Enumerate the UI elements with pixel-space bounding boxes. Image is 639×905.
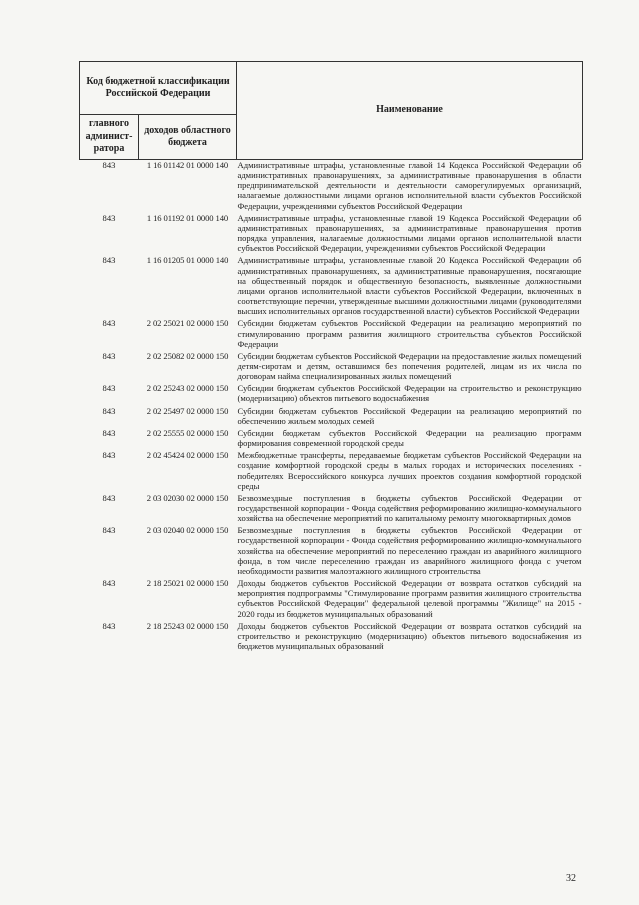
income-code-cell: 2 02 25243 02 0000 150 [146, 383, 229, 394]
name-cell: Межбюджетные трансферты, передаваемые бюджетам субъектов Российской Федерации на создание комфортной городской среды в малых городах и исторических поселениях - победителях Всероссийского конкурса лучших проектов создания комфортной городской среды [237, 450, 582, 491]
name-cell: Безвозмездные поступления в бюджеты субъектов Российской Федерации от государственной корпорации - Фонда содействия реформированию жилищно-коммунального хозяйства на обеспечение мероприятий по переселению граждан из аварийного жилищного фонда, в том числе переселению граждан из аварийного жилищного фонда с учетом необходимости развития малоэтажного жилищного строительства [237, 525, 582, 576]
admin-code-cell: 843 [102, 405, 116, 416]
income-code-cell: 2 02 25555 02 0000 150 [146, 427, 229, 438]
table-row [80, 578, 583, 621]
income-code-cell: 2 02 25021 02 0000 150 [146, 318, 229, 329]
table-body [80, 160, 583, 654]
admin-code-cell: 843 [102, 620, 116, 631]
name-cell: Субсидии бюджетам субъектов Российской Федерации на реализацию мероприятий по обеспечению жильем молодых семей [237, 405, 582, 426]
income-code-cell: 2 02 45424 02 0000 150 [146, 450, 229, 461]
income-code-cell: 2 18 25021 02 0000 150 [146, 578, 229, 589]
admin-code-cell: 843 [102, 492, 116, 503]
table-row [80, 383, 583, 405]
name-cell: Субсидии бюджетам субъектов Российской Федерации на реализацию мероприятий по стимулированию программ развития жилищного строительства субъектов Российской Федерации [237, 318, 582, 349]
admin-code-cell: 843 [102, 383, 116, 394]
header-name: Наименование [237, 62, 583, 160]
income-code-cell: 2 02 25497 02 0000 150 [146, 405, 229, 416]
table-row [80, 525, 583, 578]
admin-code-cell: 843 [102, 350, 116, 361]
income-code-cell: 2 03 02030 02 0000 150 [146, 492, 229, 503]
table-row [80, 621, 583, 653]
table-row [80, 213, 583, 256]
table-row [80, 160, 583, 213]
table-row [80, 450, 583, 493]
table-row [80, 318, 583, 350]
admin-code-cell: 843 [102, 525, 116, 536]
name-cell: Доходы бюджетов субъектов Российской Федерации от возврата остатков субсидий на мероприятия подпрограммы "Стимулирование программ развития жилищного строительства субъектов Российской Федерации" федеральной целевой программы "Жилище" на 2015 - 2020 годы из бюджетов муниципальных образований [237, 578, 582, 619]
budget-classification-table [79, 61, 583, 653]
name-cell: Субсидии бюджетам субъектов Российской Федерации на реализацию программ формирования современной городской среды [237, 427, 582, 449]
income-code-cell: 1 16 01142 01 0000 140 [146, 160, 229, 170]
table-row [80, 406, 583, 428]
admin-code-cell: 843 [102, 318, 116, 329]
header-admin: главного админист-ратора [80, 115, 139, 160]
income-code-cell: 1 16 01192 01 0000 140 [146, 212, 229, 223]
name-cell: Безвозмездные поступления в бюджеты субъектов Российской Федерации от государственной корпорации - Фонда содействия реформированию жилищно-коммунального хозяйства на обеспечение мероприятий по капитальному ремонту многоквартирных домов [237, 492, 582, 524]
admin-code-cell: 843 [102, 255, 116, 266]
name-cell: Административные штрафы, установленные главой 19 Кодекса Российской Федерации об административных правонарушениях, за административные правонарушения против порядка управления, налагаемые должностными лицами органов исполнительной власти субъектов Российской Федерации, учреждениями субъектов Российской Федерации [237, 212, 582, 254]
table-row [80, 428, 583, 450]
income-code-cell: 2 18 25243 02 0000 150 [146, 620, 229, 631]
admin-code-cell: 843 [102, 160, 116, 170]
name-cell: Субсидии бюджетам субъектов Российской Федерации на предоставление жилых помещений детям-сиротам и детям, оставшимся без попечения родителей, лицам из их числа по договорам найма специализированных жилых помещений [237, 350, 582, 382]
admin-code-cell: 843 [102, 427, 116, 438]
table-row [80, 493, 583, 525]
name-cell: Административные штрафы, установленные главой 20 Кодекса Российской Федерации об административных правонарушениях, за административные правонарушения, посягающие на общественный порядок и общественную безопасность, выявленные должностными лицами органов исполнительной власти субъектов Российской Федерации, включенных в соответствующие перечни, утвержденные высшими должностными лицами (руководителями высших исполнительных органов государственной власти) субъектов Российской Федерации [237, 255, 582, 317]
admin-code-cell: 843 [102, 450, 116, 461]
income-code-cell: 1 16 01205 01 0000 140 [146, 255, 229, 266]
header-group-title: Код бюджетной классификации Российской Федерации [80, 62, 237, 115]
income-code-cell: 2 02 25082 02 0000 150 [146, 350, 229, 361]
admin-code-cell: 843 [102, 578, 116, 589]
name-cell: Административные штрафы, установленные главой 14 Кодекса Российской Федерации об административных правонарушениях, за административные правонарушения в области предпринимательской деятельности и деятельности саморегулируемых организаций, налагаемые должностными лицами органов исполнительной власти субъектов Российской Федерации, учреждениями субъектов Российской Федерации [237, 160, 582, 211]
header-income: доходов областного бюджета [139, 115, 237, 160]
table-row [80, 255, 583, 318]
admin-code-cell: 843 [102, 212, 116, 223]
income-code-cell: 2 03 02040 02 0000 150 [146, 525, 229, 536]
name-cell: Доходы бюджетов субъектов Российской Федерации от возврата остатков субсидий на строительство и реконструкцию (модернизацию) объектов питьевого водоснабжения из бюджетов муниципальных образований [237, 620, 582, 652]
name-cell: Субсидии бюджетам субъектов Российской Федерации на строительство и реконструкцию (модернизацию) объектов питьевого водоснабжения [237, 383, 582, 404]
page-number: 32 [566, 873, 576, 884]
table-row [80, 351, 583, 383]
